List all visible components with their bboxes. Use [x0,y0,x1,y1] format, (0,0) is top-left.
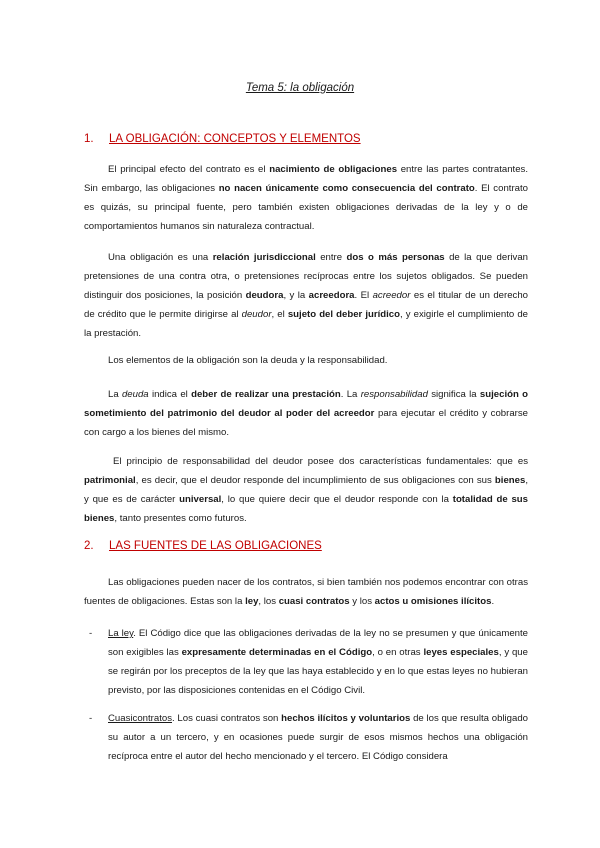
bullet-text: La ley. El Código dice que las obligaciones derivadas de la ley no se presumen y que únicamente son exigibles las expresamente determinadas en el Código, o en otras leyes especiales, y que se regirán por los preceptos de la ley que las haya establecido y en lo que estas leyes no hubieran previsto, por las disposiciones contenidas en el Código Civil. [108,628,528,696]
paragraph-6: Las obligaciones pueden nacer de los contratos, si bien también nos podemos encontrar con otras fuentes de obligaciones. Estas son la ley, los cuasi contratos y los actos u omisiones ilícitos. [84,577,528,607]
section-number: 2. [84,540,94,552]
section-title: LAS FUENTES DE LAS OBLIGACIONES [109,540,322,552]
section-number: 1. [84,133,94,145]
paragraph-5: El principio de responsabilidad del deudor posee dos características fundamentales: que es patrimonial, es decir, que el deudor responde del incumplimiento de sus obligaciones con sus bienes, y que es de carácter universal, lo que quiere decir que el deudor responde con la totalidad de sus bienes, tanto presentes como futuros. [84,456,529,524]
paragraph-3: Los elementos de la obligación son la deuda y la responsabilidad. [108,355,388,366]
bullet-item-cuasicontratos [84,709,528,766]
bullet-item-ley [84,624,528,700]
bullet-dash: - [89,628,93,639]
bullet-dash: - [89,713,93,724]
section-title: LA OBLIGACIÓN: CONCEPTOS Y ELEMENTOS [109,133,361,145]
section-heading-1 [84,133,361,145]
paragraph-2: Una obligación es una relación jurisdiccional entre dos o más personas de la que derivan pretensiones de una contra otra, o pretensiones recíprocas entre los sujetos obligados. Se pueden distinguir dos posiciones, la posición deudora, y la acreedora. El acreedor es el titular de un derecho de crédito que le permite dirigirse al deudor, el sujeto del deber jurídico, y exigirle el cumplimiento de la prestación. [84,252,528,339]
bullet-text: Cuasicontratos. Los cuasi contratos son hechos ilícitos y voluntarios de los que resulta obligado su autor a un tercero, y en ocasiones puede surgir de esos mismos hechos una obligación recíproca entre el autor del hecho mencionado y el tercero. El Código considera [108,713,529,762]
paragraph-4: La deuda indica el deber de realizar una prestación. La responsabilidad significa la sujeción o sometimiento del patrimonio del deudor al poder del acreedor para ejecutar el crédito y cobrarse con cargo a los bienes del mismo. [84,389,528,438]
paragraph-1: El principal efecto del contrato es el nacimiento de obligaciones entre las partes contratantes. Sin embargo, las obligaciones no nacen únicamente como consecuencia del contrato. El contrato es quizás, su principal fuente, pero también existen obligaciones derivadas de la ley y o de comportamientos humanos sin naturaleza contractual. [84,164,529,232]
document-title: Tema 5: la obligación [245,82,355,94]
section-heading-2 [84,540,322,552]
